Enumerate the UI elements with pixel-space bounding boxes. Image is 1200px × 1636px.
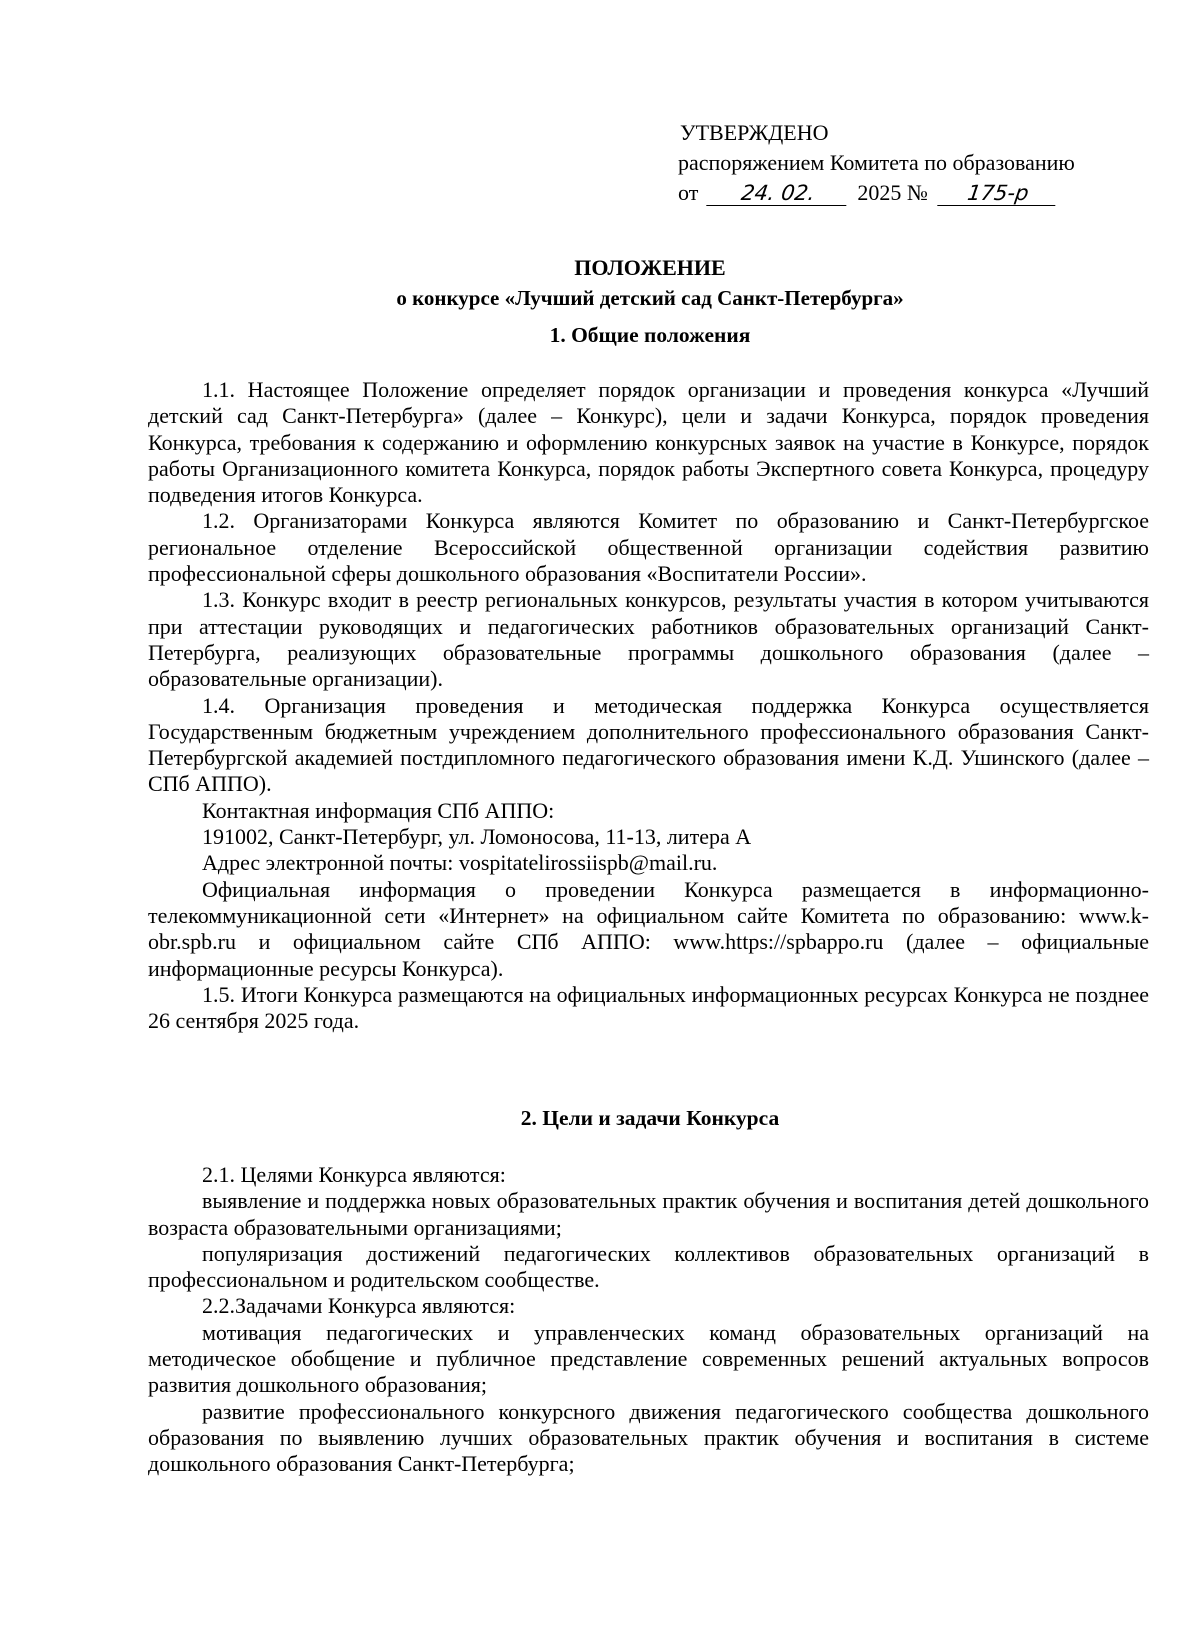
from-label: от [678,180,699,205]
handwritten-date: 24. 02. [706,181,850,206]
paragraph: Адрес электронной почты: vospitatelirossiispb@mail.ru. [202,850,718,876]
approval-stamp-block [678,118,1148,208]
paragraph: 1.1. Настоящее Положение определяет порядок организации и проведения конкурса «Лучший детский сад Санкт-Петербурга» (далее – Конкурс), цели и задачи Конкурса, порядок проведения Конкурса, требования к содержанию и оформлению конкурсных заявок на участие в Конкурсе, порядок работы Организационного комитета Конкурса, порядок работы Экспертного совета Конкурса, процедуру подведения итогов Конкурса. [148,377,1149,508]
paragraph: выявление и поддержка новых образовательных практик обучения и воспитания детей дошкольного возраста образовательными организациями; [148,1188,1149,1240]
paragraph: 2.2.Задачами Конкурса являются: [202,1293,516,1319]
approval-word: УТВЕРЖДЕНО [680,120,829,145]
paragraph: 1.5. Итоги Конкурса размещаются на официальных информационных ресурсах Конкурса не позднее 26 сентября 2025 года. [148,981,1149,1034]
paragraph: Официальная информация о проведении Конкурса размещается в информационно-телекоммуникационной сети «Интернет» на официальном сайте Комитета по образованию: www.k-obr.spb.ru и официальном сайте СПб АППО: www.https://spbappo.ru (далее – официальные информационные ресурсы Конкурса). [148,876,1149,981]
paragraph: популяризация достижений педагогических коллективов образовательных организаций в профессиональном и родительском сообществе. [148,1240,1149,1293]
paragraph: 2.1. Целями Конкурса являются: [202,1162,506,1187]
approval-date-line [678,178,1148,208]
paragraph: 1.4. Организация проведения и методическая поддержка Конкурса осуществляется Государственным бюджетным учреждением дополнительного профессионального образования Санкт-Петербургской академией постдипломного педагогического образования имени К.Д. Ушинского (далее – СПб АППО). [148,692,1149,797]
section-2-body [148,1162,1149,1478]
paragraph: мотивация педагогических и управленческих команд образовательных организаций на методическое обобщение и публичное представление современных решений актуальных вопросов развития дошкольного образования; [148,1319,1149,1398]
title-subtitle: о конкурсе «Лучший детский сад Санкт-Петербурга» [396,286,904,310]
paragraph: 191002, Санкт-Петербург, ул. Ломоносова, 11-13, литера А [202,824,752,850]
handwritten-order-number: 175-р [938,181,1060,206]
year-number-label: 2025 № [857,180,928,205]
section-1-body [148,377,1149,1034]
paragraph: 1.2. Организаторами Конкурса являются Комитет по образованию и Санкт-Петербургское региональное отделение Всероссийской общественной организации содействия развитию профессиональной сферы дошкольного образования «Воспитатели России». [148,508,1149,587]
title-main: ПОЛОЖЕНИЕ [574,255,726,280]
approval-order-line: распоряжением Комитета по образованию [678,150,1075,175]
paragraph: развитие профессионального конкурсного движения педагогического сообщества дошкольного образования по выявлению лучших образовательных практик обучения и воспитания в системе дошкольного образования Санкт-Петербурга; [148,1398,1149,1477]
document-title [150,253,1150,313]
section-2-heading: 2. Цели и задачи Конкурса [520,1106,780,1130]
section-1-heading: 1. Общие положения [549,323,751,347]
paragraph: Контактная информация СПб АППО: [202,797,555,823]
paragraph: 1.3. Конкурс входит в реестр региональных конкурсов, результаты участия в котором учитываются при аттестации руководящих и педагогических работников образовательных организаций Санкт-Петербурга, реализующих образовательные программы дошкольного образования (далее – образовательные организации). [148,587,1149,692]
